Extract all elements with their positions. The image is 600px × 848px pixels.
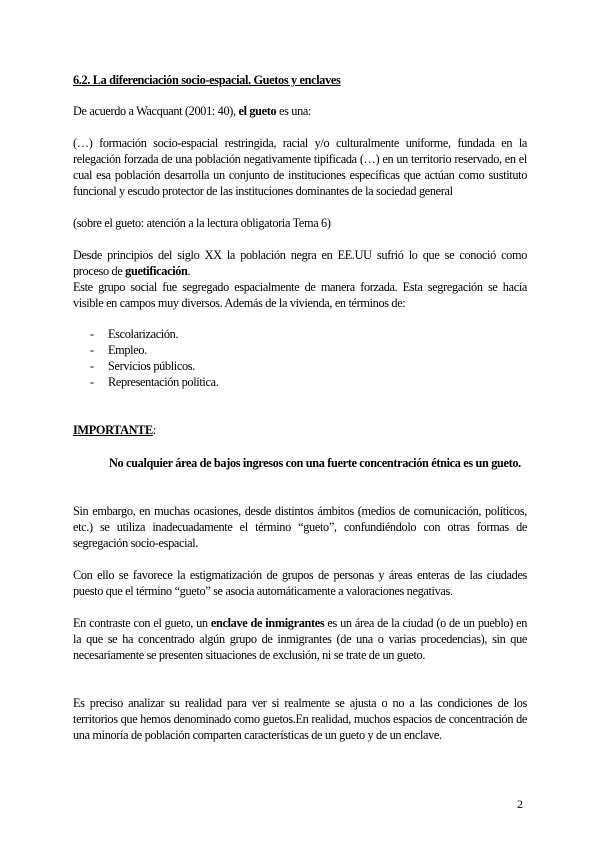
- paragraph-segregation: Este grupo social fue segregado espacialmente de manera forzada. Esta segregación se hacía visible en campos muy diversos. Además de la vivienda, en términos de:: [73, 280, 527, 310]
- para5-text-before: En contraste con el gueto, un: [73, 616, 211, 630]
- intro-bold-term: el gueto: [238, 104, 277, 118]
- list-dash: -: [90, 327, 94, 341]
- paragraph-stigmatization: [73, 567, 527, 599]
- intro-paragraph: [73, 103, 527, 119]
- list-item-text: Empleo.: [108, 343, 147, 357]
- intro-text-after: es una:: [276, 104, 312, 118]
- warning-statement: [73, 455, 527, 471]
- para4-text: Con ello se favorece la estigmatización de grupos de personas y áreas enteras de las ciudades puesto que el término “gueto” se asocia automáticamente a valoraciones negativas.: [73, 568, 527, 598]
- list-item-text: Escolarización.: [108, 327, 179, 341]
- important-label-text: IMPORTANTE: [73, 423, 153, 437]
- reading-note: (sobre el gueto: atención a la lectura obligatoria Tema 6): [73, 216, 331, 230]
- important-label: [73, 422, 527, 438]
- para3-text: Sin embargo, en muchas ocasiones, desde distintos ámbitos (medios de comunicación, políticos, etc.) se utiliza inadecuadamente el término “gueto”, confundiéndolo con otras formas de segregación socio-espacial.: [73, 504, 527, 550]
- list-dash: -: [90, 343, 94, 357]
- para5-text-after: es un área de la ciudad (o de un pueblo) en la que se ha concentrado algún grupo de inmigrantes (de una o varias procedencias), sin que necesariamente se presenten situaciones de exclusión, ni se trate de un gueto.: [73, 616, 527, 662]
- paragraph-analysis: [73, 695, 527, 743]
- list-item: [90, 374, 390, 390]
- para6-text: Es preciso analizar su realidad para ver si realmente se ajusta o no a las condiciones de los territorios que hemos denominado como guetos.En realidad, muchos espacios de concentración de una minoría de población comparten características de un gueto y de un enclave.: [73, 696, 527, 742]
- section-heading: 6.2. La diferenciación socio-espacial. Guetos y enclaves: [73, 73, 341, 87]
- list-item: [90, 358, 390, 374]
- quote-text: (…) formación socio-espacial restringida, racial y/o culturalmente uniforme, fundada en la relegación forzada de una población negativamente tipificada (…) en un territorio reservado, en el cual esa población desarrolla un conjunto de instituciones específicas que actúan como sustituto funcional y escudo protector de las instituciones dominantes de la sociedad general: [73, 136, 527, 198]
- paragraph-misuse: [73, 503, 527, 551]
- list-item: [90, 326, 390, 342]
- intro-text-before: De acuerdo a Wacquant (2001: 40),: [73, 104, 239, 118]
- para1-text-before: Desde principios del siglo XX la población negra en EE.UU sufrió lo que se conoció como proceso de: [73, 248, 527, 278]
- list-dash: -: [90, 359, 94, 373]
- list-item-text: Representación política.: [108, 375, 219, 389]
- para5-bold-term: enclave de inmigrantes: [210, 616, 325, 630]
- paragraph-guetificacion: [73, 247, 527, 311]
- para1-text-after: .: [187, 264, 191, 278]
- paragraph-enclave: [73, 615, 527, 663]
- warning-text: No cualquier área de bajos ingresos con una fuerte concentración étnica es un gueto.: [109, 456, 521, 470]
- wacquant-quote: [73, 135, 527, 199]
- para1-bold-term: guetificación: [125, 264, 188, 278]
- list-item-text: Servicios públicos.: [108, 359, 195, 373]
- list-dash: -: [90, 375, 94, 389]
- list-item: [90, 342, 390, 358]
- important-colon: :: [152, 423, 156, 437]
- page-number: 2: [517, 797, 523, 811]
- segregation-fields-list: [90, 326, 390, 390]
